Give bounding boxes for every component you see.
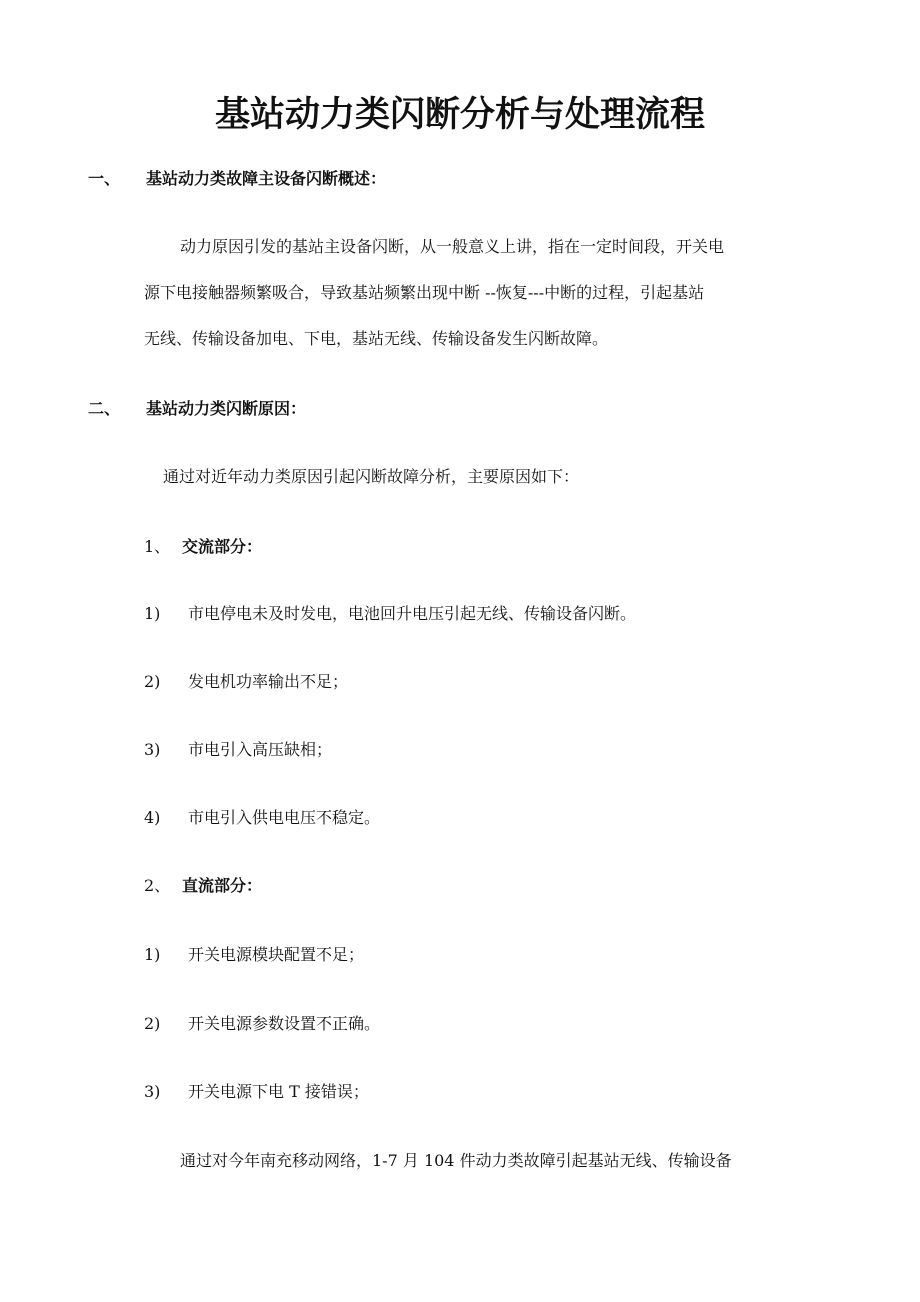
subsection-number: 1、: [144, 537, 171, 556]
subsection-heading-ac: [144, 536, 262, 558]
list-item: [144, 807, 380, 829]
subsection-heading-dc: [144, 875, 262, 897]
item-text: 市电引入供电电压不稳定。: [188, 808, 381, 827]
section-heading-2: [88, 398, 306, 420]
item-number: 3): [144, 740, 161, 759]
list-item: [144, 671, 348, 693]
item-text: 市电停电未及时发电，电池回升电压引起无线、传输设备闪断。: [188, 604, 637, 623]
item-text: 发电机功率输出不足；: [188, 672, 349, 691]
list-item: [144, 1013, 380, 1035]
item-number: 2): [144, 672, 161, 691]
section-heading-text: 基站动力类闪断原因：: [146, 399, 307, 418]
item-number: 1): [144, 945, 161, 964]
section-heading-1: [88, 168, 386, 190]
section-number: 二、: [88, 399, 121, 418]
item-text: 开关电源下电 T 接错误；: [188, 1082, 369, 1101]
item-text: 开关电源参数设置不正确。: [188, 1014, 381, 1033]
list-item: [144, 1081, 369, 1103]
paragraph-line: 动力原因引发的基站主设备闪断，从一般意义上讲，指在一定时间段，开关电: [180, 237, 725, 256]
subsection-number: 2、: [144, 876, 171, 895]
paragraph-line: 源下电接触器频繁吸合，导致基站频繁出现中断 --恢复---中断的过程，引起基站: [144, 283, 705, 302]
subsection-label: 直流部分：: [182, 876, 263, 895]
item-text: 开关电源模块配置不足；: [188, 945, 365, 964]
item-number: 3): [144, 1082, 161, 1101]
list-item: [144, 739, 332, 761]
intro-paragraph: 通过对近年动力类原因引起闪断故障分析，主要原因如下：: [163, 467, 580, 486]
list-item: [144, 603, 636, 625]
item-text: 市电引入高压缺相；: [188, 740, 333, 759]
closing-paragraph-line: 通过对今年南充移动网络，1-7 月 104 件动力类故障引起基站无线、传输设备: [180, 1151, 732, 1170]
subsection-label: 交流部分：: [182, 537, 263, 556]
document-title: 基站动力类闪断分析与处理流程: [214, 94, 705, 135]
item-number: 1): [144, 604, 161, 623]
list-item: [144, 944, 364, 966]
item-number: 4): [144, 808, 161, 827]
paragraph-line: 无线、传输设备加电、下电，基站无线、传输设备发生闪断故障。: [144, 329, 609, 348]
section-heading-text: 基站动力类故障主设备闪断概述：: [146, 169, 387, 188]
section-number: 一、: [88, 169, 121, 188]
item-number: 2): [144, 1014, 161, 1033]
